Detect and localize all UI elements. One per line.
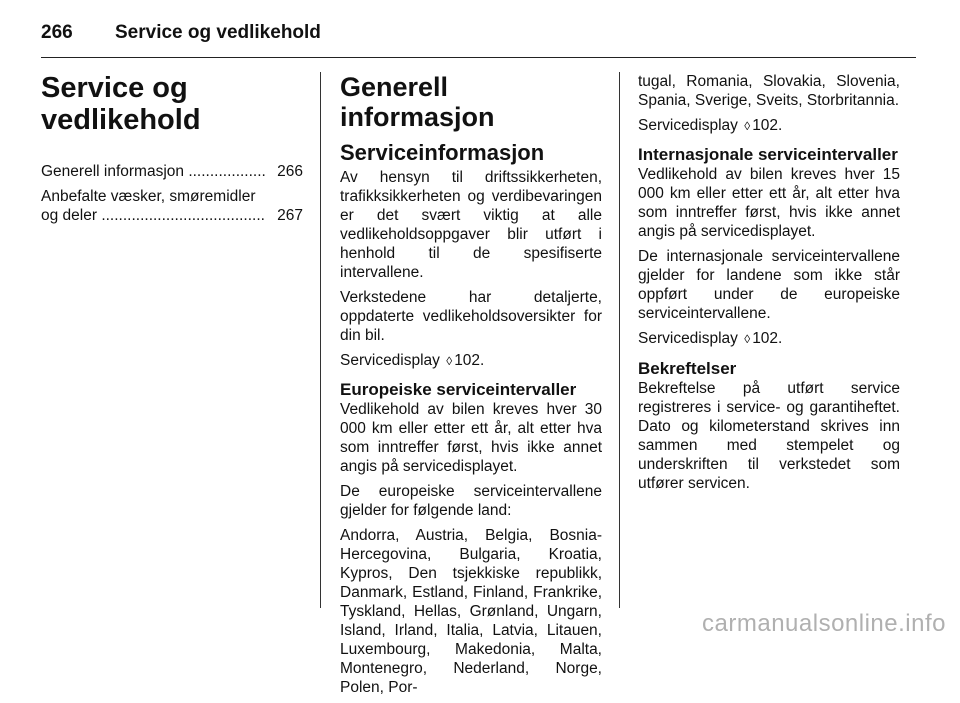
paragraph: De europeiske serviceintervallene gjelder for følgende land: <box>340 483 602 519</box>
watermark: carmanualsonline.info <box>702 610 946 637</box>
service-display-ref[interactable]: Servicedisplay ◊ 102. <box>340 352 485 369</box>
country-list-cont: tugal, Romania, Slovakia, Slovenia, Spania, Sverige, Sveits, Storbritannia. <box>638 73 900 109</box>
paragraph: Av hensyn til driftssikkerheten, trafikksikkerheten og verdibevaringen er det svært viktig at alle vedlikeholdsoppgaver blir utført i henhold til de spesifiserte intervallene. <box>340 169 602 281</box>
heading-confirmations: Bekreftelser <box>638 359 737 378</box>
column-general-info <box>340 72 602 703</box>
heading-europe: Europeiske serviceintervaller <box>340 380 577 399</box>
toc-label: Anbefalte væsker, smøremidler <box>41 188 256 205</box>
toc-page: 267 <box>277 207 303 224</box>
toc-entry-generell[interactable] <box>41 162 303 181</box>
header-divider <box>41 57 916 58</box>
column-intervals <box>638 72 900 499</box>
page-ref-icon: ◊ <box>744 119 751 133</box>
toc-page: 266 <box>277 163 303 180</box>
paragraph: Vedlikehold av bilen kreves hver 30 000 km eller etter ett år, alt etter hva som inntreffer først, hvis ikke annet angis på servicedisplayet. <box>340 401 602 475</box>
service-display-ref[interactable]: Servicedisplay ◊ 102. <box>638 117 783 134</box>
service-display-ref[interactable]: Servicedisplay ◊ 102. <box>638 330 783 347</box>
page-ref-icon: ◊ <box>446 354 453 368</box>
paragraph: Bekreftelse på utført service registreres i service- og garantiheftet. Dato og kilometerstand skrives inn sammen med stempelet og underskriften til verkstedet som utfører servicen. <box>638 380 900 492</box>
page-number: 266 <box>41 22 73 43</box>
country-list: Andorra, Austria, Belgia, Bosnia-Hercegovina, Bulgaria, Kroatia, Kypros, Den tsjekkiske republikk, Danmark, Estland, Finland, Frankrike, Tyskland, Hellas, Grønland, Ungarn, Island, Irland, Italia, Latvia, Litauen, Luxembourg, Makedonia, Malta, Montenegro, Nederland, Norge, Polen, Por- <box>340 527 602 696</box>
column-divider-2 <box>619 72 620 608</box>
heading-international: Internasjonale serviceintervaller <box>638 145 898 164</box>
toc-label-cont: og deler ...................................... <box>41 207 265 224</box>
page-header <box>41 18 321 48</box>
section-title: Generell informasjon <box>340 72 495 132</box>
column-contents <box>41 72 303 229</box>
column-divider-1 <box>320 72 321 608</box>
paragraph: Vedlikehold av bilen kreves hver 15 000 km eller etter ett år, alt etter hva som inntreffer først, hvis ikke annet angis på servicedisplayet. <box>638 166 900 240</box>
toc-entry-anbefalte[interactable] <box>41 187 303 225</box>
page-ref-icon: ◊ <box>744 332 751 346</box>
paragraph: Verkstedene har detaljerte, oppdaterte vedlikeholdsoversikter for din bil. <box>340 289 602 344</box>
toc-label: Generell informasjon .................. <box>41 163 266 180</box>
subsection-title: Serviceinformasjon <box>340 140 545 165</box>
paragraph: De internasjonale serviceintervallene gjelder for landene som ikke står oppført under de europeiske serviceintervallene. <box>638 248 900 322</box>
running-title: Service og vedlikehold <box>115 22 321 43</box>
chapter-title: Service og vedlikehold <box>41 72 201 136</box>
